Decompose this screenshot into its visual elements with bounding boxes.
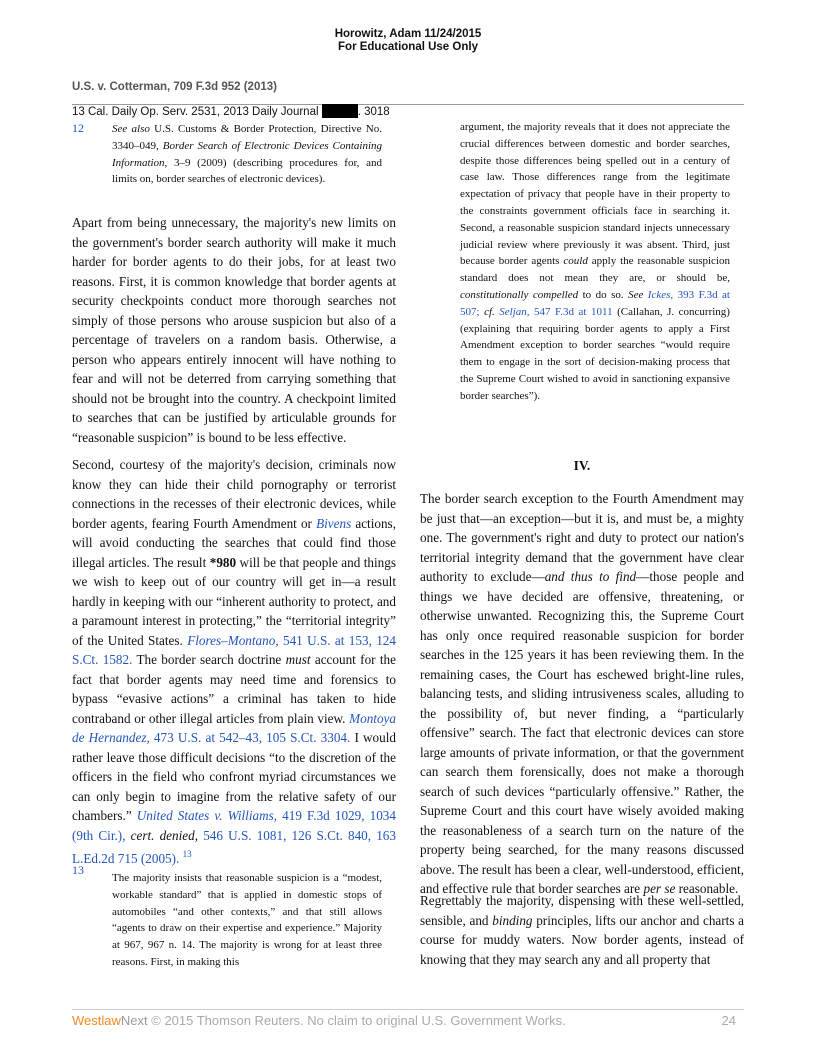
next-logo: Next: [120, 1013, 148, 1028]
and-thus-to-find: and thus to find: [544, 569, 637, 584]
p2-text-e: account for the fact that border agents may need time and forensics to bypass “evasive actions” a criminal has taken to hide contraband or other illegal articles from plain view.: [72, 652, 396, 726]
footnote-13-text: The majority insists that reasonable suspicion is a “modest, workable standard” that is applied in domestic stops of automobiles “and other contexts,” and that still allows “agents to draw on their expertise and experience.” Majority at 967, 967 n. 14. The majority is wrong for at least three reasons. First, in making this: [112, 872, 382, 968]
redaction-block: [322, 104, 358, 118]
constitutionally-compelled: constitutionally compelled: [460, 288, 579, 301]
fn12-text-b: 3–9 (2009) (describing procedures for, and limits on, border searches of electronic devices).: [112, 156, 382, 186]
footnote-12-number[interactable]: 12: [72, 121, 84, 135]
could-emphasis: could: [563, 255, 588, 268]
citation-before: 13 Cal. Daily Op. Serv. 2531, 2013 Daily Journal: [72, 106, 319, 118]
cert-denied: cert. denied,: [125, 827, 199, 843]
binding-emphasis: binding: [492, 912, 533, 928]
see-signal: See: [628, 288, 644, 301]
fn13-text-b: apply the reasonable suspicion standard does not mean they are, or should be,: [460, 255, 730, 285]
seljan-cite[interactable]: 547 F.3d at 1011: [529, 305, 613, 318]
westlaw-logo: Westlaw: [72, 1013, 121, 1028]
footnote-12: [72, 121, 396, 211]
section-heading-iv: IV.: [573, 458, 591, 473]
fn13-text-a: argument, the majority reveals that it does not appreciate the crucial differences between domestic and border searches, despite those differences being spelled out in a century of case law. Those differences range from the legitimate expectation of privacy that people have in their property to the constraints government officials face in searching it. Second, a reasonable suspicion standard injects unnecessary judicial review where previously it was absent. Third, just because border agents: [460, 121, 730, 268]
star-page-marker: *980: [209, 554, 237, 570]
parallel-citation: [72, 104, 390, 118]
fn13-text-c: to do so.: [578, 288, 629, 301]
citation-after: . 3018: [357, 106, 390, 118]
footnote-13: [72, 863, 396, 978]
cert-denied-cite[interactable]: 546 U.S. 1081, 126 S.Ct. 840, 163 L.Ed.2d 715 (2005).: [72, 827, 396, 866]
p4-text-a: Regrettably the majority, dispensing with these well-settled, sensible, and: [420, 893, 744, 928]
fn12-text-a: U.S. Customs & Border Protection, Directive No. 3340–049,: [112, 123, 382, 152]
williams-link[interactable]: United States v. Williams,: [136, 808, 278, 823]
fn12-signal: See also: [112, 123, 150, 135]
fn12-title: Border Search of Electronic Devices Containing Information,: [112, 139, 383, 169]
copyright-text: © 2015 Thomson Reuters. No claim to original U.S. Government Works.: [151, 1013, 566, 1028]
p2-text-d: The border search doctrine: [132, 652, 286, 667]
flores-montano-link[interactable]: Flores–Montano,: [187, 632, 279, 648]
p4-text-b: principles, lifts our anchor and charts a course for muddy waters. Now border agents, instead of knowing that they may search any and all property that: [420, 912, 745, 967]
footnote-13-continued: [460, 119, 730, 405]
williams-cite[interactable]: 419 F.3d 1029, 1034 (9th Cir.),: [72, 808, 396, 843]
paragraph-3: [420, 489, 744, 899]
p3-text-a: The border search exception to the Fourth Amendment may be just that—an exception—but it is, and must be, a mighty one. The government's right and duty to protect our nation's territorial integrity demand that the government have clear authority to exclude—: [420, 491, 744, 584]
p3-text-b: —those people and things we have decided are offensive, threatening, or otherwise unwanted. Recognizing this, the Supreme Court has only once required reasonable suspicion for border searches in the 125 years it has been reviewing them. In the remaining cases, the Court has eschewed bright-line rules, balancing tests, and sliding intrusiveness scales, alluding to the possibility of, but never finding, a “particularly offensive” search. The fact that electronic devices can store large amounts of private information, or that the government can search them forensically, does not make a thorough search of such devices “particularly offensive.” Rather, the Supreme Court and this court have wisely avoided making the reasonableness of a search turn on the nature of the property being searched, for the many reasons discussed above. The result has been a clear, well-understood, efficient, and effective rule that border searches are: [420, 569, 744, 896]
footnote-13-number[interactable]: 13: [72, 863, 84, 877]
p2-text-f: I would rather leave those difficult decisions “to the discretion of the officers in the field who confront myriad circumstances we can only begin to imagine from the relative safety of our chambers.”: [72, 730, 396, 823]
page-number: 24: [721, 1013, 736, 1028]
per-se: per se: [643, 881, 676, 896]
p2-text-b: actions, will avoid conducting the searches that could find those illegal articles. The result: [72, 515, 396, 570]
paragraph-2: [72, 455, 396, 869]
must-emphasis: must: [285, 652, 311, 667]
paragraph-4: [420, 891, 744, 969]
ickes-cite[interactable]: 393 F.3d at 507;: [460, 288, 730, 318]
montoya-link[interactable]: Montoya de Hernandez,: [72, 710, 396, 745]
header-use-note: For Educational Use Only: [338, 41, 478, 53]
p3-text-c: reasonable.: [675, 881, 739, 896]
cf-signal: cf.: [479, 305, 495, 318]
bivens-link[interactable]: Bivens: [316, 515, 352, 531]
page-header: [0, 28, 816, 54]
footer-divider: [72, 1009, 744, 1010]
case-title: U.S. v. Cotterman, 709 F.3d 952 (2013): [72, 81, 277, 93]
header-user-date: Horowitz, Adam 11/24/2015: [334, 28, 482, 40]
footnote-12-text: [112, 121, 382, 188]
seljan-link[interactable]: Seljan,: [494, 305, 530, 318]
p2-text-a: Second, courtesy of the majority's decision, criminals now know they can hide their child pornography or terrorist connections in the recesses of their electronic devices, while border agents, fearing Fourth Amendment or: [72, 457, 396, 531]
fn13-text-d: (Callahan, J. concurring) (explaining that requiring border agents to apply a First Amendment exception to border searches “would require them to engage in the sort of decision-making process that the Supreme Court wished to avoid in sanctioning expansive border searches”).: [460, 305, 730, 402]
flores-montano-cite[interactable]: 541 U.S. at 153, 124 S.Ct. 1582.: [72, 632, 396, 667]
montoya-cite[interactable]: 473 U.S. at 542–43, 105 S.Ct. 3304.: [149, 730, 351, 745]
footnote-13-ref[interactable]: 13: [182, 849, 192, 859]
ickes-link[interactable]: Ickes,: [643, 288, 674, 301]
page-footer: [72, 1013, 744, 1029]
paragraph-1: Apart from being unnecessary, the majority's new limits on the government's border search authority will make it much harder for border agents to do their jobs, for at least two reasons. First, it is common knowledge that border agents at security checkpoints conduct more thorough searches not simply of those persons who arouse suspicion but also of a percentage of travelers on a random basis. Otherwise, a person who appears entirely innocent will have nothing to fear and will not be deterred from carrying something that should not be brought into the country. A checkpoint limited to searches that can be justified by articulable grounds for “reasonable suspicion” is bound to be less effective.: [72, 215, 396, 445]
p2-text-c: will be that people and things we wish to keep out of our country will get in—a result hardly in keeping with our “inherent authority to protect, and a paramount interest in protecting,” the “territorial integrity” of the United States.: [72, 554, 397, 648]
